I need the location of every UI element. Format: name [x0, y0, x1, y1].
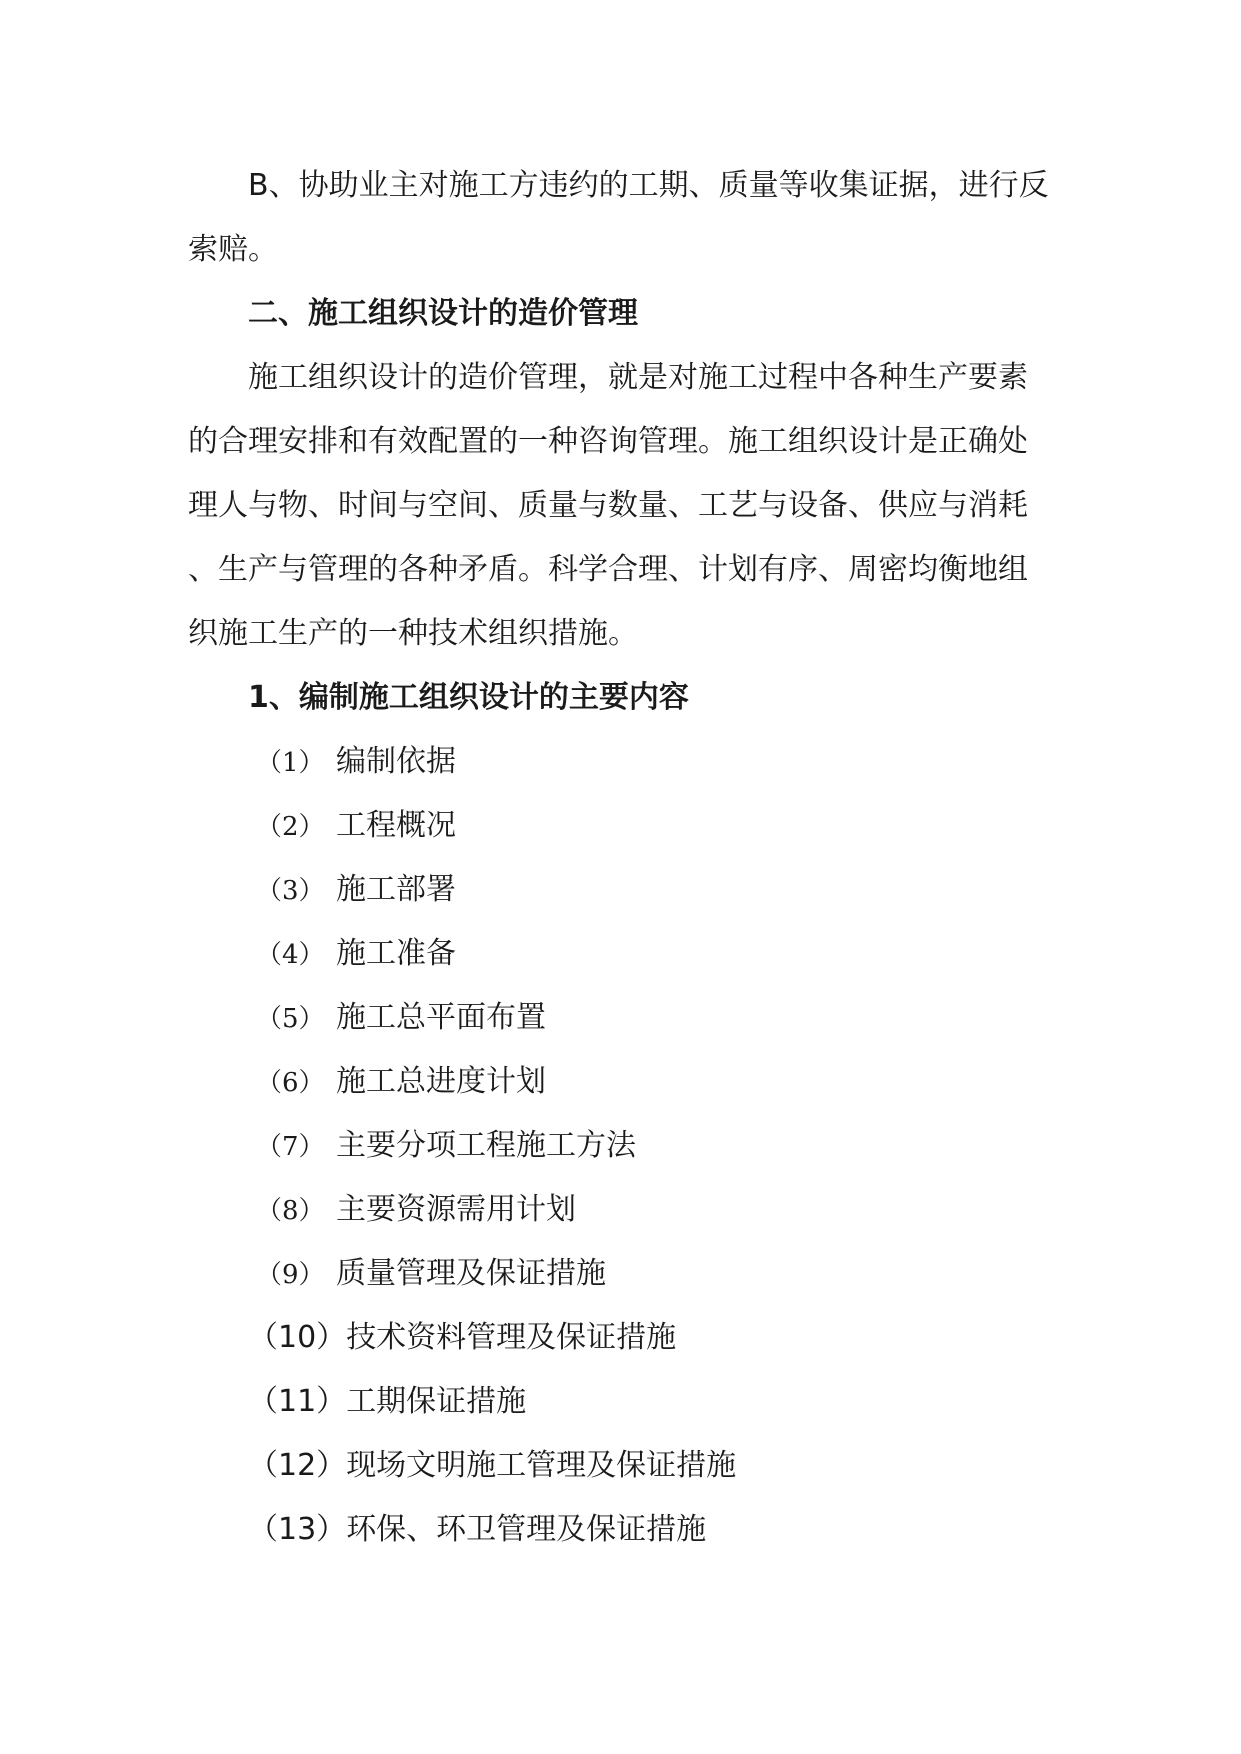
paragraph-b-line-1: B、协助业主对施工方违约的工期、质量等收集证据，进行反 [248, 168, 1049, 203]
list-item-text: 主要资源需用计划 [336, 1192, 576, 1227]
list-item-number: （7） [256, 1132, 325, 1162]
list-item [248, 1510, 706, 1550]
list-item-text: 施工部署 [336, 872, 456, 907]
list-item [256, 1126, 636, 1167]
intro-line-2: 的合理安排和有效配置的一种咨询管理。施工组织设计是正确处 [188, 424, 1028, 459]
list-item-number: （6） [256, 1068, 325, 1098]
list-item-number: （11） [248, 1384, 347, 1419]
list-item [248, 1382, 526, 1422]
list-item-text: 施工总进度计划 [336, 1064, 546, 1099]
list-item-number: （4） [256, 940, 325, 970]
list-item [248, 1318, 676, 1358]
list-item-number: （13） [248, 1512, 347, 1547]
list-item [256, 1190, 576, 1231]
intro-line-4: 、生产与管理的各种矛盾。科学合理、计划有序、周密均衡地组 [188, 552, 1028, 587]
list-item-text: 质量管理及保证措施 [336, 1256, 606, 1291]
list-item-number: （5） [256, 1004, 325, 1034]
paragraph-b-line-2: 索赔。 [188, 232, 278, 267]
list-item [256, 870, 456, 911]
list-item-number: （2） [256, 812, 325, 842]
list-item-text: 施工准备 [336, 936, 456, 971]
section-two-title: 二、施工组织设计的造价管理 [248, 296, 638, 331]
list-item-text: 主要分项工程施工方法 [336, 1128, 636, 1163]
list-item-number: （3） [256, 876, 325, 906]
list-item [256, 1254, 606, 1295]
list-item [256, 1062, 546, 1103]
intro-line-5: 织施工生产的一种技术组织措施。 [188, 616, 638, 651]
list-item [256, 742, 456, 783]
list-item-text: 编制依据 [336, 744, 456, 779]
list-item [256, 934, 456, 975]
intro-line-1: 施工组织设计的造价管理，就是对施工过程中各种生产要素 [248, 360, 1028, 395]
subsection-one-title: 1、编制施工组织设计的主要内容 [248, 680, 689, 715]
list-item-text: 现场文明施工管理及保证措施 [346, 1448, 737, 1483]
list-item-text: 工程概况 [336, 808, 456, 843]
list-item-text: 施工总平面布置 [336, 1000, 546, 1035]
list-item-number: （12） [248, 1448, 347, 1483]
list-item [256, 806, 456, 847]
list-item-number: （9） [256, 1260, 325, 1290]
list-item-text: 技术资料管理及保证措施 [346, 1320, 677, 1355]
intro-line-3: 理人与物、时间与空间、质量与数量、工艺与设备、供应与消耗 [188, 488, 1028, 523]
list-item-number: （8） [256, 1196, 325, 1226]
list-item [248, 1446, 736, 1486]
list-item-number: （10） [248, 1320, 347, 1355]
list-item-text: 环保、环卫管理及保证措施 [346, 1512, 707, 1547]
list-item-text: 工期保证措施 [346, 1384, 527, 1419]
list-item [256, 998, 546, 1039]
list-item-number: （1） [256, 748, 325, 778]
